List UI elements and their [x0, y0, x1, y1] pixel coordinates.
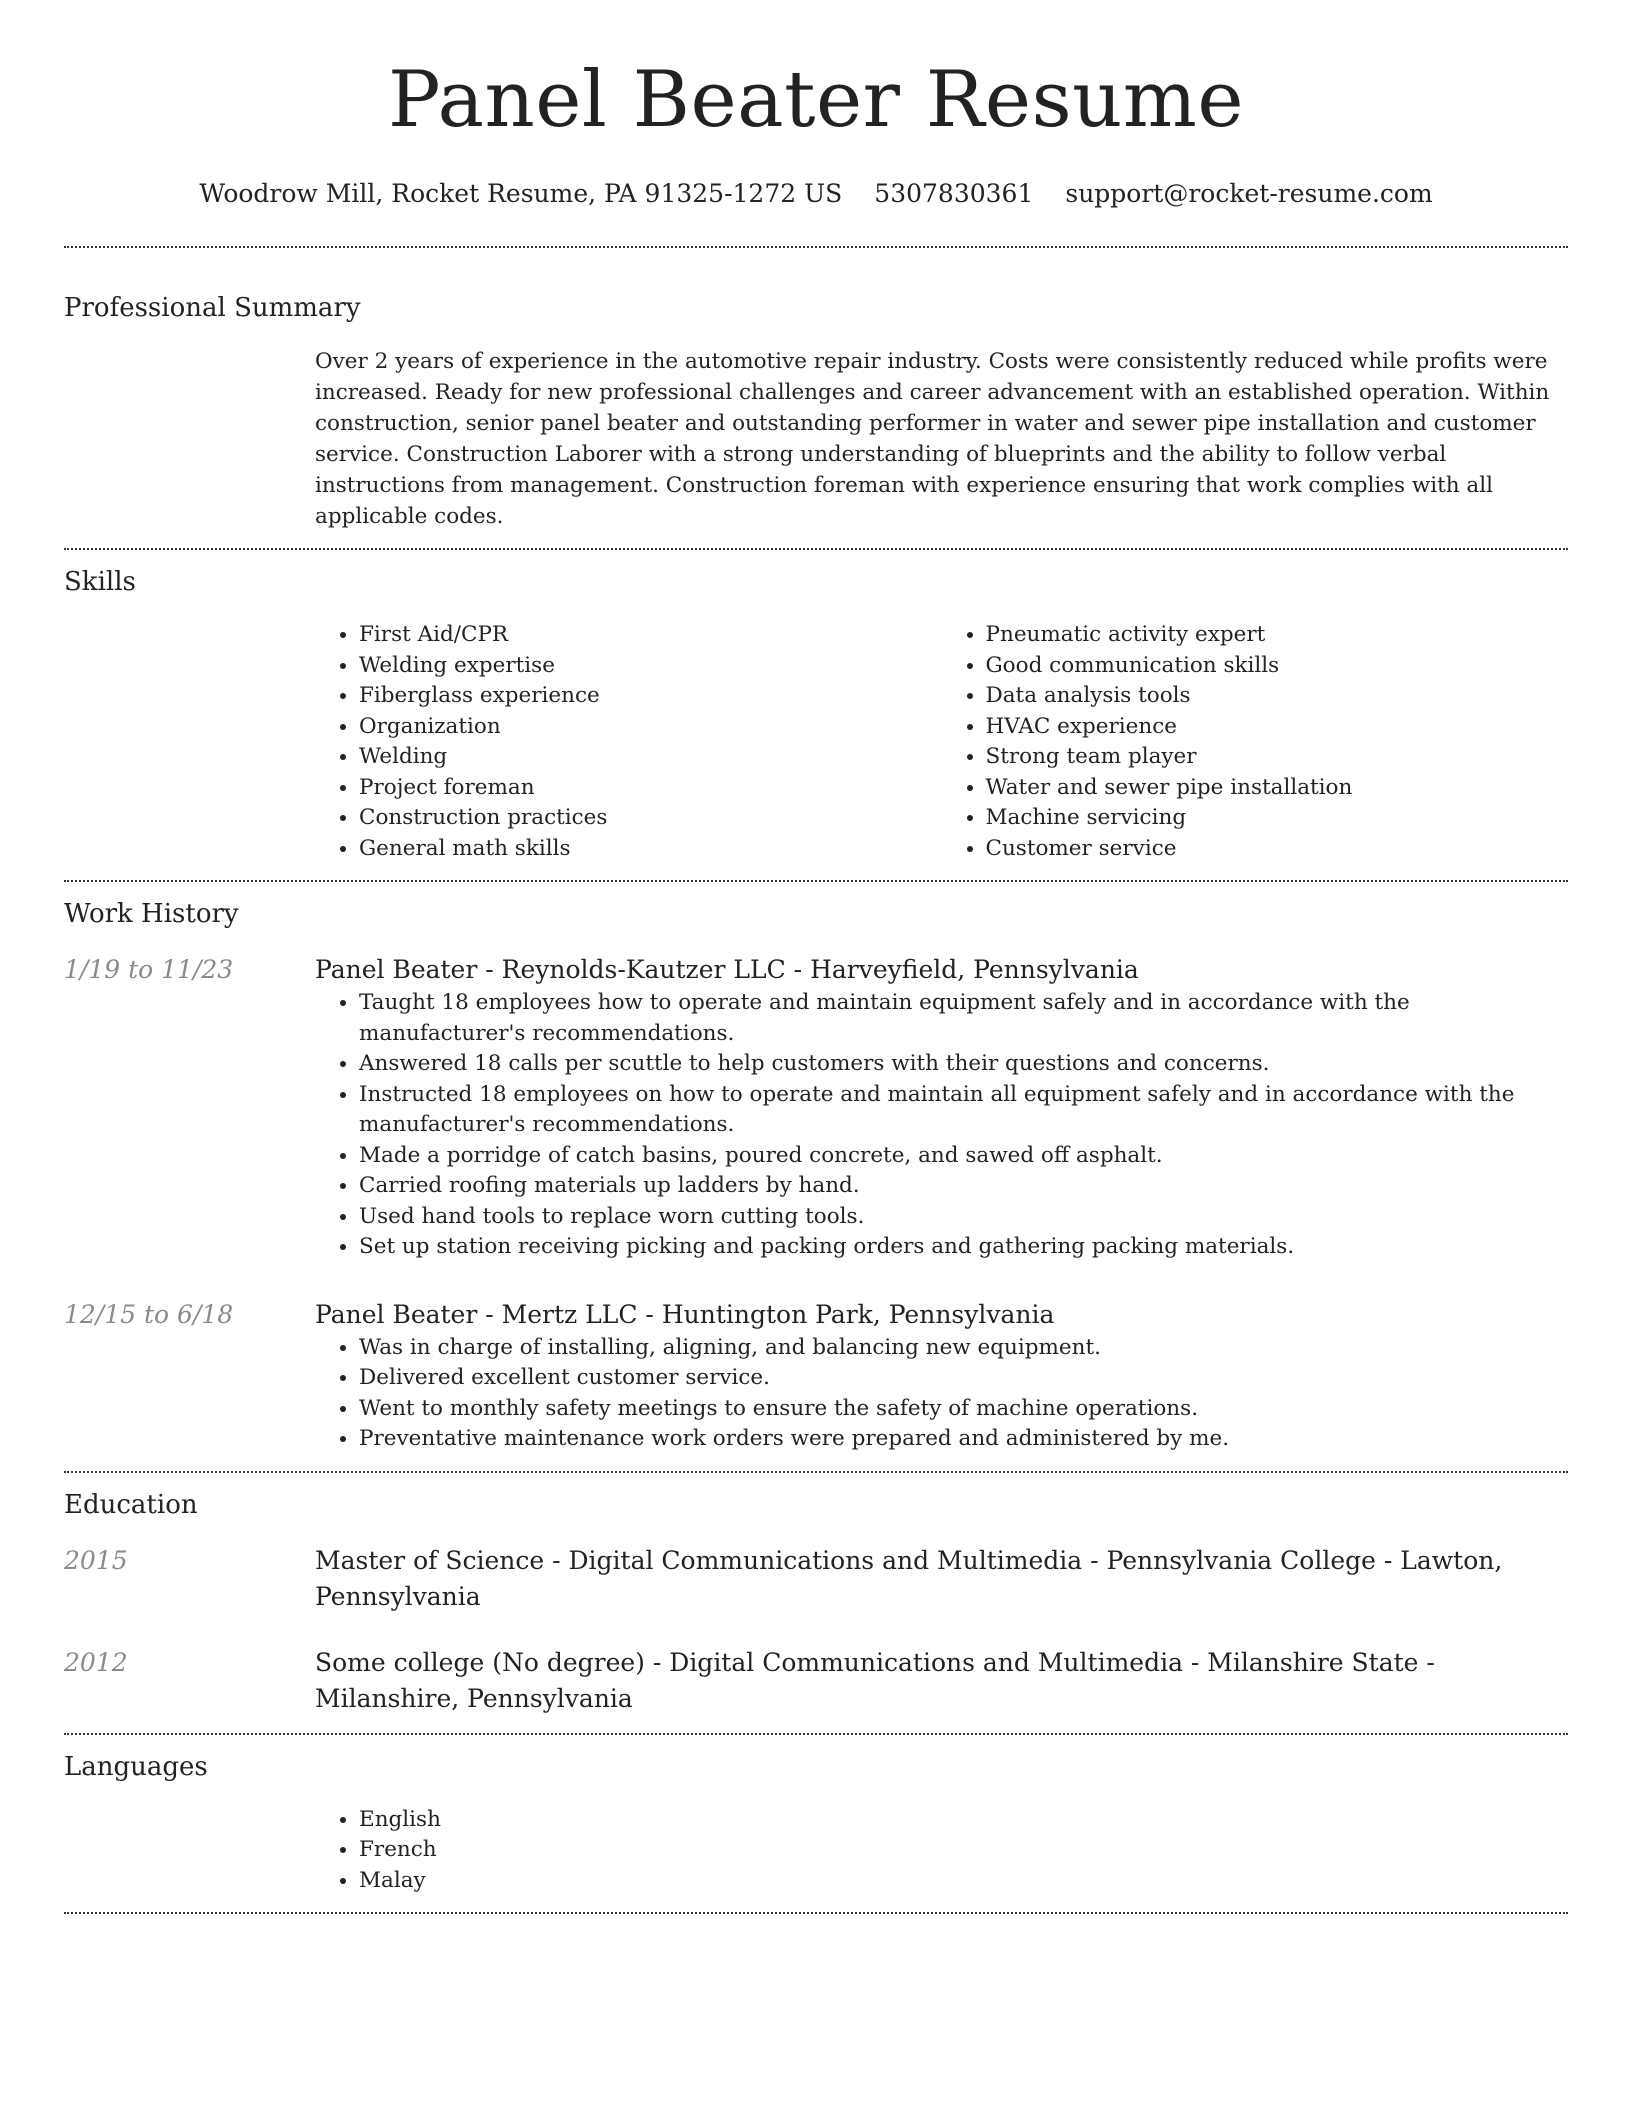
- job-body: [315, 1297, 1568, 1455]
- skill-item: • Strong team player: [986, 742, 1569, 773]
- job-bullet: • Was in charge of installing, aligning, and balancing new equipment.: [359, 1333, 1568, 1364]
- contact-address: Woodrow Mill, Rocket Resume, PA 91325-1272 US: [199, 179, 843, 208]
- skill-item: • Good communication skills: [986, 651, 1569, 682]
- education-year: 2015: [64, 1545, 128, 1575]
- skill-item: • Pneumatic activity expert: [986, 620, 1569, 651]
- divider: [64, 1912, 1568, 1914]
- education-year: 2012: [64, 1647, 128, 1677]
- education-entry: [64, 1543, 1568, 1615]
- skills-column-left: [315, 620, 942, 864]
- skill-item: • Fiberglass experience: [359, 681, 942, 712]
- job-body: [315, 952, 1568, 1263]
- divider: [64, 1471, 1568, 1473]
- skill-item: • Water and sewer pipe installation: [986, 773, 1569, 804]
- skill-item: • Customer service: [986, 834, 1569, 865]
- divider: [64, 246, 1568, 248]
- education-body: [315, 1645, 1568, 1717]
- languages-section: [64, 1749, 1568, 1897]
- divider: [64, 548, 1568, 550]
- language-item: • French: [359, 1835, 1568, 1866]
- skill-item: • General math skills: [359, 834, 942, 865]
- skills-grid: [315, 620, 1568, 864]
- skill-item: • HVAC experience: [986, 712, 1569, 743]
- skill-item: • Welding: [359, 742, 942, 773]
- summary-text: Over 2 years of experience in the automotive repair industry. Costs were consistently reduced while profits were increased. Ready for new professional challenges and career advancement with an established operation. Within construction, senior panel beater and outstanding performer in water and sewer pipe installation and customer service. Construction Laborer with a strong understanding of blueprints and the ability to follow verbal instructions from management. Construction foreman with experience ensuring that work complies with all applicable codes.: [315, 349, 1550, 529]
- work-heading: Work History: [64, 899, 239, 929]
- job-bullet: • Instructed 18 employees on how to operate and maintain all equipment safely and in accordance with the manufacturer's recommendations.: [359, 1080, 1568, 1141]
- job-bullet: • Delivered excellent customer service.: [359, 1363, 1568, 1394]
- job-title: Panel Beater - Reynolds-Kautzer LLC - Harveyfield, Pennsylvania: [315, 955, 1139, 984]
- education-section: [64, 1487, 1568, 1717]
- divider: [64, 880, 1568, 882]
- job-title: Panel Beater - Mertz LLC - Huntington Park, Pennsylvania: [315, 1299, 1055, 1329]
- job-bullet: • Used hand tools to replace worn cutting tools.: [359, 1202, 1568, 1233]
- skills-column-right: [942, 620, 1569, 864]
- languages-list: [315, 1805, 1568, 1897]
- language-item: • English: [359, 1805, 1568, 1836]
- education-school: - Milanshire State - Milanshire, Pennsylvania: [315, 1647, 1435, 1713]
- summary-heading: Professional Summary: [64, 293, 361, 323]
- summary-section: [64, 290, 1568, 532]
- job-bullet: • Went to monthly safety meetings to ensure the safety of machine operations.: [359, 1394, 1568, 1425]
- languages-list-wrap: [315, 1805, 1568, 1897]
- education-body: [315, 1543, 1568, 1615]
- skill-item: • Machine servicing: [986, 803, 1569, 834]
- skill-item: • Organization: [359, 712, 942, 743]
- job-bullet: • Preventative maintenance work orders were prepared and administered by me.: [359, 1424, 1568, 1455]
- job-entry: [64, 1297, 1568, 1455]
- education-heading: Education: [64, 1489, 198, 1520]
- job-dates: 12/15 to 6/18: [64, 1299, 234, 1329]
- skills-heading: Skills: [64, 567, 136, 597]
- job-dates: 1/19 to 11/23: [64, 955, 234, 984]
- job-bullet: • Answered 18 calls per scuttle to help customers with their questions and concerns.: [359, 1049, 1568, 1080]
- skills-section: [64, 564, 1568, 864]
- languages-heading: Languages: [64, 1751, 208, 1782]
- skill-item: • Data analysis tools: [986, 681, 1569, 712]
- contact-email: support@rocket-resume.com: [1065, 179, 1433, 208]
- education-entry: [64, 1645, 1568, 1717]
- page-title: Panel Beater Resume: [388, 55, 1244, 145]
- job-bullets: [315, 988, 1568, 1263]
- skill-item: • Construction practices: [359, 803, 942, 834]
- skill-item: • Project foreman: [359, 773, 942, 804]
- skill-item: • Welding expertise: [359, 651, 942, 682]
- education-degree: Master of Science - Digital Communications and Multimedia: [315, 1545, 1083, 1575]
- job-bullet: • Made a porridge of catch basins, poured concrete, and sawed off asphalt.: [359, 1141, 1568, 1172]
- contact-line: [64, 176, 1568, 212]
- skill-item: • First Aid/CPR: [359, 620, 942, 651]
- job-bullet: • Taught 18 employees how to operate and maintain equipment safely and in accordance with the manufacturer's recommendations.: [359, 988, 1568, 1049]
- education-school: - Pennsylvania College - Lawton, Pennsylvania: [315, 1545, 1503, 1611]
- job-bullet: • Carried roofing materials up ladders by hand.: [359, 1171, 1568, 1202]
- job-entry: [64, 952, 1568, 1263]
- contact-phone: 5307830361: [874, 179, 1034, 208]
- education-degree: Some college (No degree) - Digital Communications and Multimedia: [315, 1647, 1183, 1677]
- work-section: [64, 896, 1568, 1455]
- job-bullets: [315, 1333, 1568, 1455]
- job-bullet: • Set up station receiving picking and packing orders and gathering packing materials.: [359, 1232, 1568, 1263]
- language-item: • Malay: [359, 1866, 1568, 1897]
- divider: [64, 1733, 1568, 1735]
